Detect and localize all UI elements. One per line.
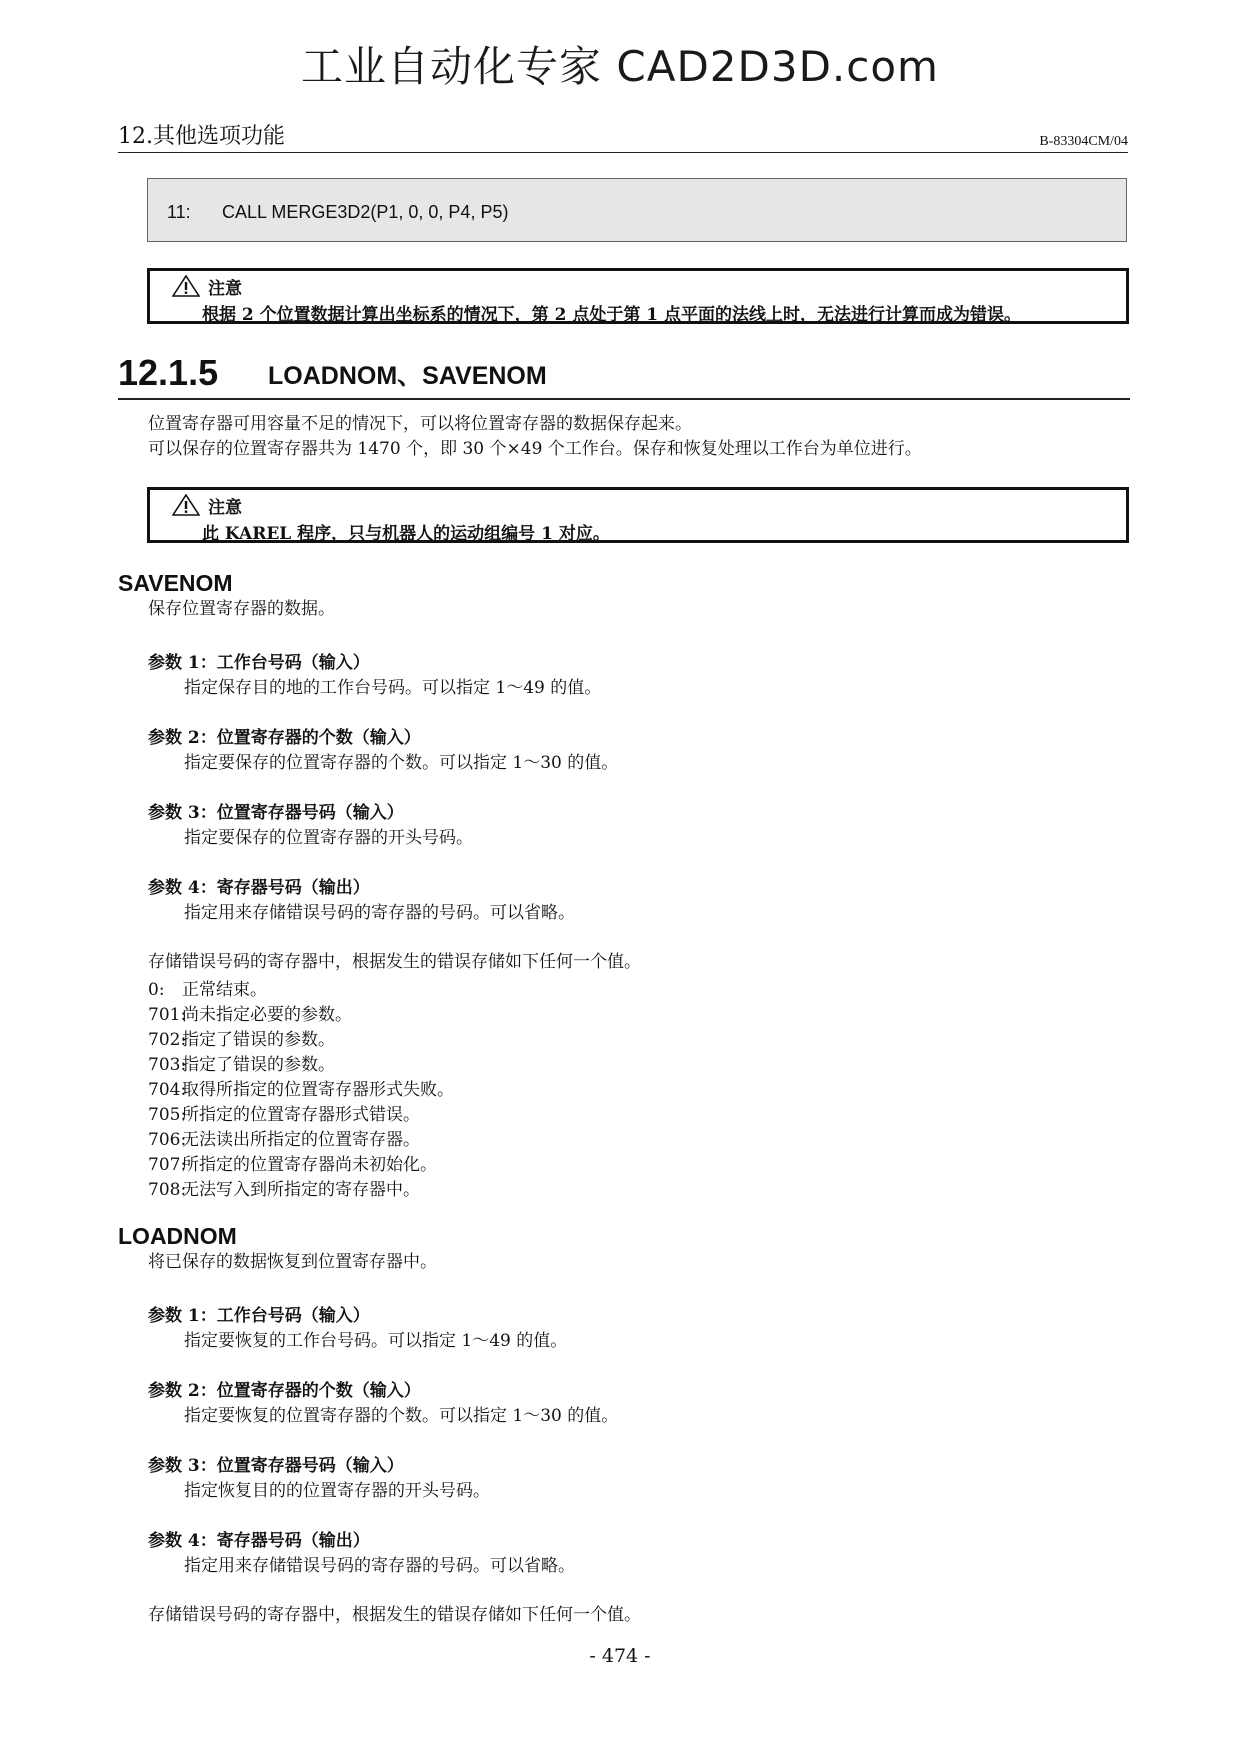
header-doc-number: B-83304CM/04 [1039,134,1128,149]
note-text: 此 KAREL 程序，只与机器人的运动组编号 1 对应。 [202,524,610,544]
section-heading [118,352,1130,400]
note-label: 注意 [208,497,242,518]
error-code-row: 708: 无法写入到所指定的寄存器中。 [148,1180,420,1200]
error-code-row: 706: 无法读出所指定的位置寄存器。 [148,1130,420,1150]
watermark-title: 工业自动化专家 CAD2D3D.com [301,42,939,91]
error-code-row: 705: 所指定的位置寄存器形式错误。 [148,1105,420,1125]
savenom-error-intro: 存储错误号码的寄存器中，根据发生的错误存储如下任何一个值。 [148,952,641,972]
loadnom-param-3-desc: 指定恢复目的的位置寄存器的开头号码。 [184,1481,490,1501]
header-section-title: 12.其他选项功能 [118,124,285,149]
savenom-param-2-desc: 指定要保存的位置寄存器的个数。可以指定 1～30 的值。 [184,753,619,773]
section-number: 12.1.5 [118,352,219,393]
loadnom-param-4-desc: 指定用来存储错误号码的寄存器的号码。可以省略。 [184,1556,575,1576]
error-code-row: 707: 所指定的位置寄存器尚未初始化。 [148,1155,437,1175]
loadnom-param-1-label: 参数 1：工作台号码（输入） [148,1306,370,1326]
loadnom-param-1-desc: 指定要恢复的工作台号码。可以指定 1～49 的值。 [184,1331,568,1351]
savenom-param-4-desc: 指定用来存储错误号码的寄存器的号码。可以省略。 [184,903,575,923]
loadnom-error-intro: 存储错误号码的寄存器中，根据发生的错误存储如下任何一个值。 [148,1605,641,1625]
savenom-param-1-desc: 指定保存目的地的工作台号码。可以指定 1～49 的值。 [184,678,602,698]
savenom-heading: SAVENOM [118,570,233,596]
error-code-row: 704: 取得所指定的位置寄存器形式失败。 [148,1080,454,1100]
warning-triangle-icon [172,275,200,297]
loadnom-description: 将已保存的数据恢复到位置寄存器中。 [148,1252,437,1272]
savenom-param-4-label: 参数 4：寄存器号码（输出） [148,878,370,898]
caution-note-1 [147,268,1129,324]
savenom-param-1-label: 参数 1：工作台号码（输入） [148,653,370,673]
page-number: - 474 - [589,1645,651,1667]
intro-paragraph-2: 可以保存的位置寄存器共为 1470 个，即 30 个×49 个工作台。保存和恢复处理以工作台为单位进行。 [148,439,922,459]
savenom-param-2-label: 参数 2：位置寄存器的个数（输入） [148,728,421,748]
savenom-param-3-label: 参数 3：位置寄存器号码（输入） [148,803,404,823]
error-code-row: 0: 正常结束。 [148,980,267,1000]
note-label: 注意 [208,278,242,299]
running-header [118,124,1128,153]
loadnom-param-2-label: 参数 2：位置寄存器的个数（输入） [148,1381,421,1401]
error-code-row: 701: 尚未指定必要的参数。 [148,1005,352,1025]
code-example-box [147,178,1127,242]
intro-paragraph-1: 位置寄存器可用容量不足的情况下，可以将位置寄存器的数据保存起来。 [148,414,692,434]
section-title: LOADNOM、SAVENOM [268,362,547,390]
note-text: 根据 2 个位置数据计算出坐标系的情况下，第 2 点处于第 1 点平面的法线上时，无法进行计算而成为错误。 [202,305,1021,325]
loadnom-param-4-label: 参数 4：寄存器号码（输出） [148,1531,370,1551]
code-line-text: CALL MERGE3D2(P1, 0, 0, P4, P5) [222,202,509,222]
caution-note-2 [147,487,1129,543]
loadnom-param-3-label: 参数 3：位置寄存器号码（输入） [148,1456,404,1476]
error-code-row: 703: 指定了错误的参数。 [148,1055,335,1075]
code-line-number: 11: [167,202,191,222]
savenom-param-3-desc: 指定要保存的位置寄存器的开头号码。 [184,828,473,848]
loadnom-heading: LOADNOM [118,1223,237,1249]
loadnom-param-2-desc: 指定要恢复的位置寄存器的个数。可以指定 1～30 的值。 [184,1406,619,1426]
warning-triangle-icon [172,494,200,516]
error-code-list [148,978,454,1203]
error-code-row: 702: 指定了错误的参数。 [148,1030,335,1050]
savenom-description: 保存位置寄存器的数据。 [148,599,335,619]
